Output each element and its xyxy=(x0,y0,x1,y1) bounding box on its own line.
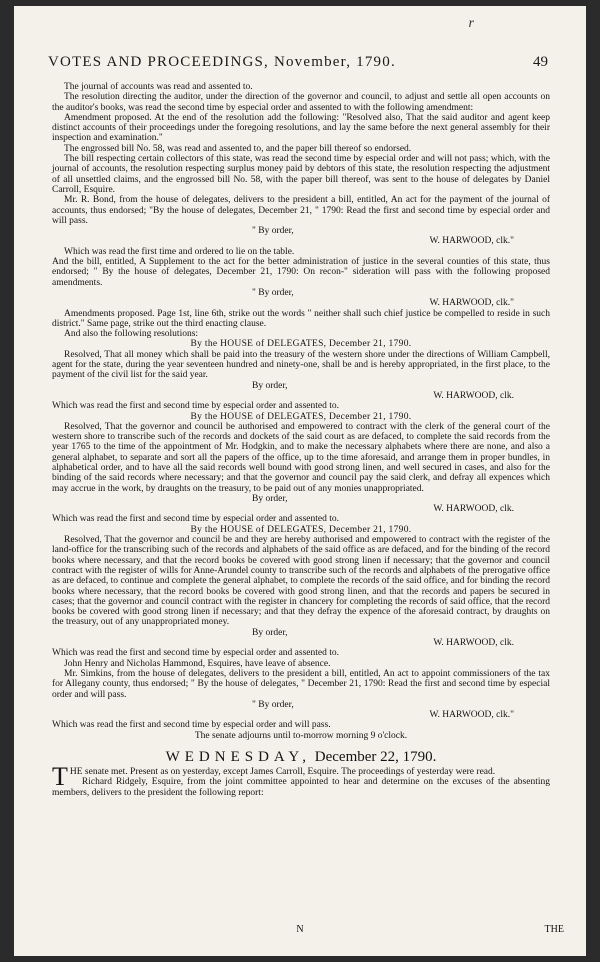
resolution: Resolved, That the governor and council be authorised and empowered to contract with the clerk of the general court of the western shore to transcribe such of the records and dockets of the said court as are defaced, to complete the said records from the year 1765 to the time of the appointment of Mr. Hodgkin, and to make the necessary alphabets where there are none, and also a general alphabet, to separate and sort all the papers of the office, up to the time aforesaid, and arrange them in proper bundles, in alphabetical order, and to have all the said records well bound with good strong linen, and well secured in cases, and also for the binding of the said records where necessary; and that the governor and council pay the said clerk, and defray all expences which may accrue in the work, by draughts on the treasury, to be paid out of any monies unappropriated. xyxy=(52,421,550,494)
document-page xyxy=(14,6,586,956)
paragraph: Richard Ridgely, Esquire, from the joint committee appointed to hear and determine on the excuses of the absenting members, delivers to the president the following report: xyxy=(52,777,550,798)
paragraph: Amendments proposed. Page 1st, line 6th, strike out the words " neither shall such chief justice be compelled to reside in such district." Same page, strike out the third enacting clause. xyxy=(52,308,550,329)
by-order-line: " By order, xyxy=(252,226,294,237)
paragraph: And also the following resolutions: xyxy=(64,329,199,340)
by-order-line: " By order, xyxy=(252,699,294,710)
header-title: VOTES AND PROCEEDINGS, November, 1790. xyxy=(48,54,396,70)
paragraph: Mr. Simkins, from the house of delegates, delivers to the president a bill, entitled, An act to appoint commissioners of the tax for Allegany county, thus endorsed; " By the house of delegates, " December 21, 1790: Read the first and second time by especial order and will pass. xyxy=(52,668,550,700)
resolution: Resolved, That the governor and council be and they are hereby authorised and empowered to contract with the register of the land-office for the transcribing such of the records and alphabets of the said office as are defaced, and for the binding of the record books where necessary, and that the record books be covered with good strong linen if necessary; that the governor and council contract with the register of wills for Anne-Arundel county to transcribe such of the records and alphabets of the prerogative office as are defaced, to continue and complete the general alphabet, to complete the records of the said office, and for binding the record books where necessary, that the record books be covered with good strong linen, and that the records and papers be secured in cases; that the governor and council contract with the register in chancery for completing the records of said office, that the record books be covered with good strong linen if necessary; and that they defray the expence of the aforesaid contract, by draughts on the treasury, out of any unappropriated money. xyxy=(52,535,550,628)
paragraph: Mr. R. Bond, from the house of delegates, delivers to the president a bill, entitled, An act for the payment of the journal of accounts, thus endorsed; "By the house of delegates, December 21, " 1790: Read the first and second time by especial order and will pass. xyxy=(52,195,550,226)
clerk-signature: W. HARWOOD, clk." xyxy=(429,710,514,721)
paragraph: The journal of accounts was read and assented to. xyxy=(64,82,253,92)
paragraph: The bill respecting certain collectors of this state, was read the second time by especial order and will not pass; which, with the journal of accounts, the resolution respecting surplus money paid by debtors of this state, the resolution respecting the adjustment of all unsettled claims, and the engrossed bill No. 58, with the paper bill thereof, was sent to the house of delegates by Daniel Carroll, Esquire. xyxy=(52,154,550,195)
drop-cap: T xyxy=(52,762,68,791)
signature-mark: N xyxy=(296,924,304,935)
paragraph-text: HE senate met. Present as on yesterday, except James Carroll, Esquire. The proceedings of yesterday were read. xyxy=(69,767,496,777)
house-heading: By the HOUSE of DELEGATES, December 21, 1790. xyxy=(190,524,412,535)
running-header xyxy=(48,54,548,76)
by-order-line: By order, xyxy=(252,627,288,638)
house-heading: By the HOUSE of DELEGATES, December 21, 1790. xyxy=(190,339,412,350)
corner-mark: r xyxy=(468,16,474,31)
paragraph: And the bill, entitled, A Supplement to the act for the better administration of justice in the several counties of this state, thus endorsed; " By the house of delegates, December 21, 1790: On recon-" sideration will pass with the following proposed amendments. xyxy=(52,257,550,288)
day-name: WEDNESDAY, xyxy=(165,749,312,765)
paragraph: The resolution directing the auditor, under the direction of the governor and council, to adjust and settle all open accounts on the auditor's books, was read the second time by especial order and assented to with the following amendment: xyxy=(52,92,550,113)
body-text xyxy=(52,82,550,798)
clerk-signature: W. HARWOOD, clk. xyxy=(433,504,514,515)
catchword: THE xyxy=(544,924,564,935)
clerk-signature: W. HARWOOD, clk. xyxy=(433,390,514,401)
paragraph: Amendment proposed. At the end of the resolution add the following: "Resolved also, That the said auditor and agent keep distinct accounts of their proceedings under the foregoing resolutions, and lay the same before the next general assembly for their inspection and examination." xyxy=(52,112,550,144)
paragraph: Which was read the first time and ordered to lie on the table. xyxy=(64,246,295,257)
paragraph: Which was read the first and second time by especial order and assented to. xyxy=(52,514,340,525)
by-order-line: By order, xyxy=(252,493,288,504)
page-number: 49 xyxy=(533,54,548,70)
paragraph: Which was read the first and second time by especial order and assented to. xyxy=(52,401,340,412)
adjournment-line: The senate adjourns until to-morrow morning 9 o'clock. xyxy=(194,730,408,741)
by-order-line: By order, xyxy=(252,380,288,391)
house-heading: By the HOUSE of DELEGATES, December 21, 1790. xyxy=(190,411,412,422)
paragraph: Which was read the first and second time by especial order and assented to. xyxy=(52,648,340,659)
clerk-signature: W. HARWOOD, clk. xyxy=(433,638,514,649)
by-order-line: " By order, xyxy=(252,287,294,298)
day-date: December 22, 1790. xyxy=(314,749,437,765)
paragraph: Which was read the first and second time by especial order and will pass. xyxy=(52,720,331,731)
paragraph: John Henry and Nicholas Hammond, Esquires, have leave of absence. xyxy=(64,658,331,669)
clerk-signature: W. HARWOOD, clk." xyxy=(429,298,514,309)
resolution: Resolved, That all money which shall be paid into the treasury of the western shore under the directions of William Campbell, agent for the state, during the year seventeen hundred and ninety-one, shall be and is hereby appropriated, in the first place, to the payment of the civil list for the said year. xyxy=(52,349,550,381)
clerk-signature: W. HARWOOD, clk." xyxy=(429,236,514,247)
day-heading xyxy=(52,747,550,767)
paragraph: The engrossed bill No. 58, was read and assented to, and the paper bill thereof so endorsed. xyxy=(64,143,412,154)
